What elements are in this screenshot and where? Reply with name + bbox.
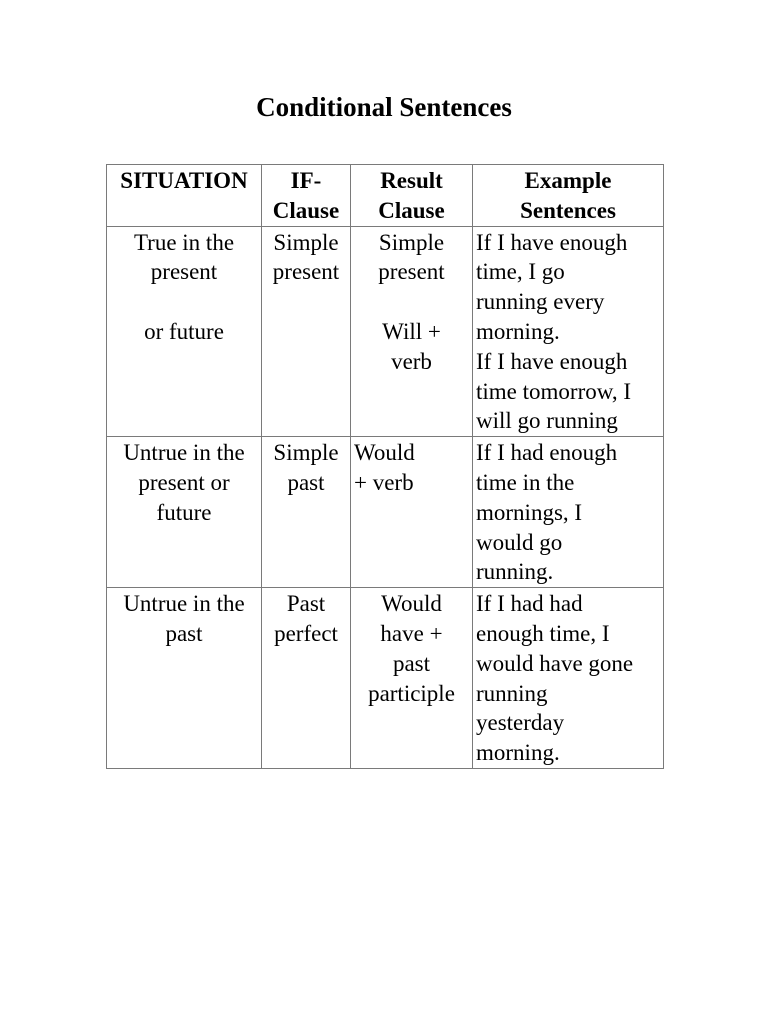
example-line: enough time, I	[476, 620, 610, 646]
example-line: time tomorrow, I	[476, 378, 632, 404]
cell-example	[473, 226, 664, 437]
example-line: time in the	[476, 469, 575, 495]
cell-if-clause	[262, 588, 351, 769]
cell-situation	[107, 226, 262, 437]
example-line: will go running	[476, 408, 618, 434]
result-line: Simple	[378, 229, 445, 255]
situation-line: present	[150, 259, 218, 285]
header-result-clause-line-1: Result	[380, 168, 443, 193]
result-line: Would	[381, 591, 442, 617]
conditional-sentences-table	[106, 164, 664, 769]
cell-result-clause	[351, 437, 473, 588]
result-line: Will +	[382, 318, 441, 344]
situation-line: Untrue in the	[123, 591, 245, 617]
header-situation	[107, 165, 262, 227]
result-line: Would	[354, 440, 415, 466]
header-example-line-1: Example	[524, 168, 612, 193]
example-line: running.	[476, 559, 554, 585]
example-line: If I have enough	[476, 229, 628, 255]
header-result-clause-line-2: Clause	[378, 197, 445, 223]
result-line: + verb	[354, 469, 414, 495]
if-clause-line: past	[287, 469, 325, 495]
header-example-line-2: Sentences	[520, 197, 616, 223]
table-row	[107, 588, 664, 769]
example-line: If I had enough	[476, 440, 618, 466]
result-line: verb	[391, 348, 432, 374]
situation-line: True in the	[133, 229, 235, 255]
if-clause-line: present	[272, 259, 340, 285]
example-line: running	[476, 680, 548, 706]
if-clause-line: Past	[286, 591, 326, 617]
header-if-clause-line-1: IF-	[290, 168, 322, 193]
cell-example	[473, 588, 664, 769]
example-line: mornings, I	[476, 499, 583, 525]
situation-line: or future	[144, 318, 224, 344]
if-clause-line: Simple	[273, 440, 339, 466]
example-line: would go	[476, 529, 563, 555]
cell-situation	[107, 437, 262, 588]
example-line: time, I go	[476, 259, 565, 285]
header-if-clause	[262, 165, 351, 227]
if-clause-line: Simple	[273, 229, 339, 255]
example-line: running every	[476, 289, 605, 315]
situation-line: present or	[138, 469, 230, 495]
situation-line: past	[165, 620, 203, 646]
situation-line: future	[156, 499, 212, 525]
example-line: morning.	[476, 740, 560, 766]
example-line: If I have enough	[476, 348, 628, 374]
table-row	[107, 437, 664, 588]
cell-if-clause	[262, 226, 351, 437]
example-line: morning.	[476, 318, 560, 344]
result-line: past	[392, 650, 431, 676]
table-header-row	[107, 165, 664, 227]
cell-result-clause	[351, 588, 473, 769]
header-if-clause-line-2: Clause	[272, 197, 340, 223]
header-result-clause	[351, 165, 473, 227]
header-example-sentences	[473, 165, 664, 227]
example-line: would have gone	[476, 650, 634, 676]
cell-result-clause	[351, 226, 473, 437]
example-line: If I had had	[476, 591, 583, 617]
table-row	[107, 226, 664, 437]
page-title: Conditional Sentences	[256, 92, 512, 122]
if-clause-line: perfect	[274, 620, 338, 646]
example-line: yesterday	[476, 710, 565, 736]
cell-if-clause	[262, 437, 351, 588]
result-line: participle	[368, 680, 455, 706]
cell-example	[473, 437, 664, 588]
result-line: have +	[380, 620, 443, 646]
header-situation-text: SITUATION	[120, 168, 248, 193]
situation-line: Untrue in the	[123, 440, 245, 466]
result-line: present	[378, 259, 445, 285]
cell-situation	[107, 588, 262, 769]
